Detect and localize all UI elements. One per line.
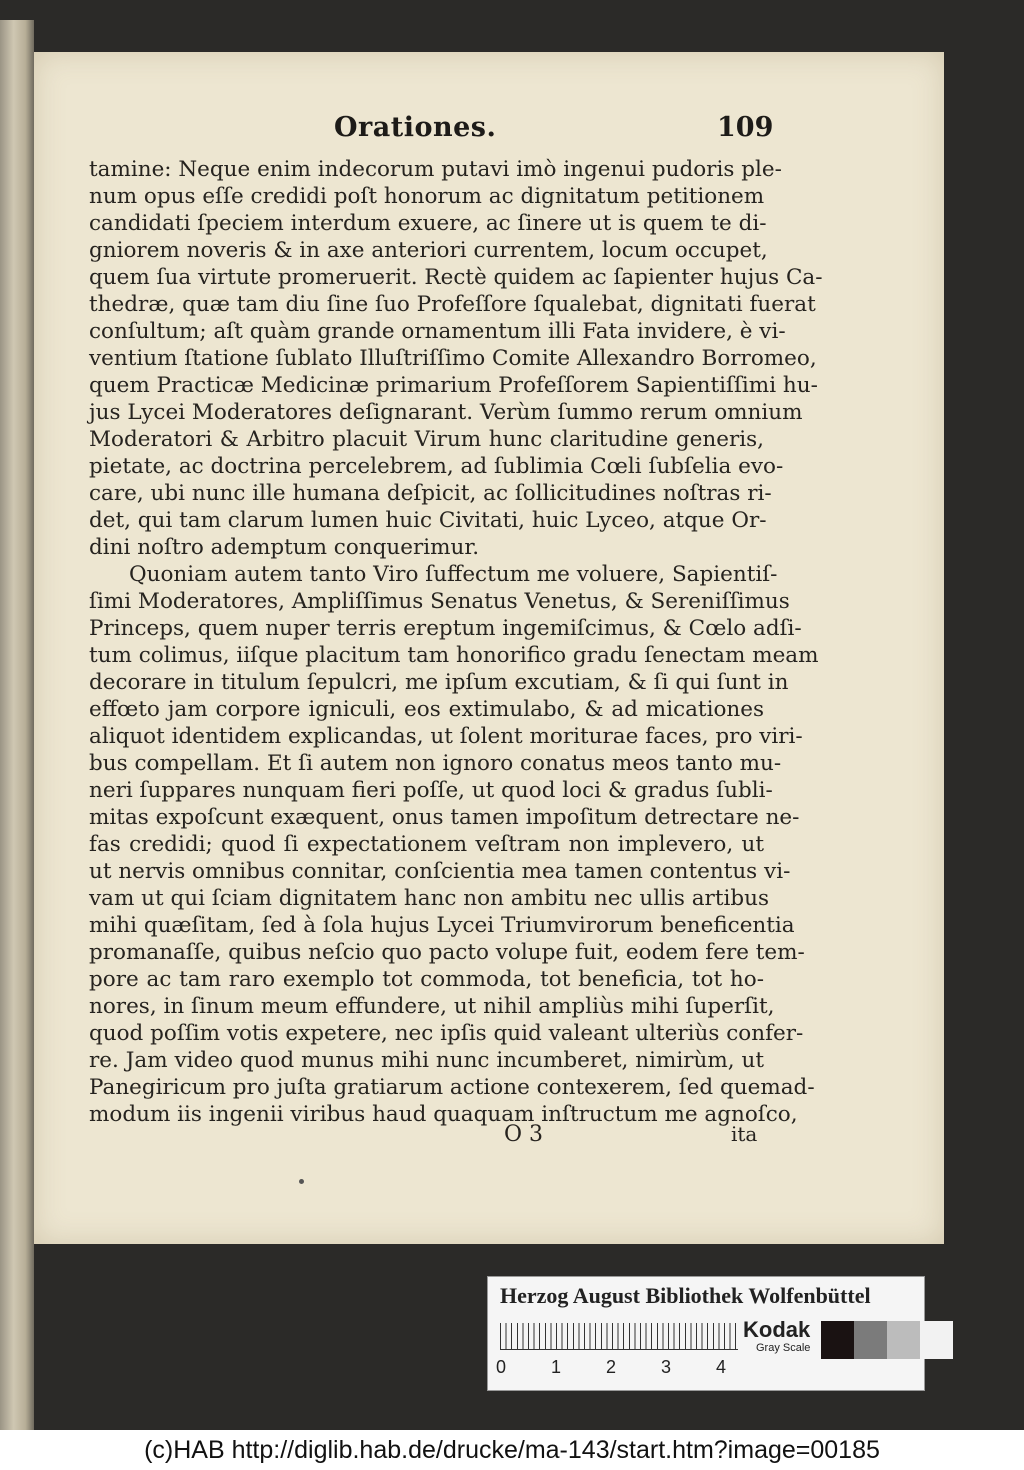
text-line: re. Jam video quod munus mihi nunc incumberet, nimirùm, ut <box>89 1048 764 1073</box>
text-line: thedræ, quæ tam diu ſine ſuo Profeſſore ſqualebat, dignitati fuerat <box>89 292 816 317</box>
ruler-number: 1 <box>551 1357 562 1377</box>
text-line: gniorem noveris & in axe anteriori currentem, locum occupet, <box>89 238 768 263</box>
ruler-number: 0 <box>496 1357 507 1377</box>
text-line: num opus eſſe credidi poſt honorum ac dignitatum petitionem <box>89 184 765 209</box>
text-line: pietate, ac doctrina percelebrem, ad ſublimia Cœli ſubſelia evo- <box>89 454 784 479</box>
running-title: Orationes. <box>334 112 497 143</box>
text-line: quod poſſim votis expetere, nec ipſis quid valeant ulteriùs confer- <box>89 1021 804 1046</box>
credit-line: (c)HAB http://diglib.hab.de/drucke/ma-143/start.htm?image=00185 <box>0 1430 1024 1470</box>
text-line: jus Lycei Moderatores deſignarant. Verùm ſummo rerum omnium <box>89 400 803 425</box>
text-line: quem ſua virtute promeruerit. Rectè quidem ac ſapienter hujus Ca- <box>89 265 823 290</box>
page-number: 109 <box>717 112 774 143</box>
book-edge <box>0 20 34 1430</box>
text-line: Panegiricum pro juſta gratiarum actione contexerem, ſed quemad- <box>89 1075 815 1100</box>
text-line: Moderatori & Arbitro placuit Virum hunc claritudine generis, <box>89 427 764 452</box>
ink-speck <box>299 1179 304 1184</box>
catchword: ita <box>731 1122 758 1146</box>
gray-swatch <box>821 1321 854 1359</box>
text-line: effœto jam corpore igniculi, eos extimulabo, & ad micationes <box>89 697 764 722</box>
gray-swatch <box>920 1321 953 1359</box>
gray-swatch <box>887 1321 920 1359</box>
text-line: care, ubi nunc ille humana deſpicit, ac ſollicitudines noſtras ri- <box>89 481 772 506</box>
text-line: tum colimus, iiſque placitum tam honorifico gradu ſenectam meam <box>89 643 819 668</box>
text-line: pore ac tam raro exemplo tot commoda, tot beneficia, tot ho- <box>89 967 764 992</box>
text-line: tamine: Neque enim indecorum putavi imò ingenui pudoris ple- <box>89 157 782 182</box>
kodak-logo: Kodak <box>743 1317 811 1342</box>
page-header <box>34 112 944 152</box>
text-line: vam ut qui ſciam dignitatem hanc non ambitu nec ullis artibus <box>89 886 769 911</box>
gray-scale-label: Gray Scale <box>756 1342 811 1354</box>
signature-mark: O 3 <box>504 1122 544 1147</box>
gray-swatch <box>854 1321 887 1359</box>
gray-swatches <box>821 1321 953 1359</box>
text-line: mihi quæſitam, ſed à ſola hujus Lycei Triumvirorum beneficentia <box>89 913 795 938</box>
ruler-number: 4 <box>716 1357 727 1377</box>
text-line: decorare in titulum ſepulcri, me ipſum excutiam, & ſi qui ſunt in <box>89 670 789 695</box>
text-line: bus compellam. Et ſi autem non ignoro conatus meos tanto mu- <box>89 751 782 776</box>
text-line: mitas expoſcunt exæquent, onus tamen impoſitum detrectare ne- <box>89 805 800 830</box>
text-line: quem Practicæ Medicinæ primarium Profeſſorem Sapientiſſimi hu- <box>89 373 818 398</box>
text-line: ventium ſtatione ſublato Illuſtriſſimo Comite Allexandro Borromeo, <box>89 346 817 371</box>
ruler-number: 3 <box>661 1357 672 1377</box>
text-line: nores, in ſinum meum effundere, ut nihil ampliùs mihi ſuperſit, <box>89 994 775 1019</box>
text-line: candidati ſpeciem interdum exuere, ac ſinere ut is quem te di- <box>89 211 767 236</box>
text-line: det, qui tam clarum lumen huic Civitati, huic Lyceo, atque Or- <box>89 508 767 533</box>
ruler-scale <box>500 1323 738 1350</box>
text-line: ſimi Moderatores, Ampliſſimus Senatus Venetus, & Sereniſſimus <box>89 589 790 614</box>
ruler-numbers <box>496 1357 746 1379</box>
text-line: modum iis ingenii viribus haud quaquam inſtructum me agnoſco, <box>89 1102 798 1127</box>
page-body-text <box>89 156 823 1128</box>
text-line: neri ſuppares nunquam fieri poſſe, ut quod loci & gradus ſubli- <box>89 778 773 803</box>
ruler-number: 2 <box>606 1357 617 1377</box>
text-line: aliquot identidem explicandas, ut ſolent moriturae faces, pro viri- <box>89 724 803 749</box>
library-name: Herzog August Bibliothek Wolfenbüttel <box>500 1283 871 1308</box>
book-page <box>34 52 944 1244</box>
text-line: dini noſtro ademptum conquerimur. <box>89 535 480 560</box>
text-line: conſultum; aſt quàm grande ornamentum illi Fata invidere, è vi- <box>89 319 786 344</box>
text-line: fas credidi; quod ſi expectationem veſtram non implevero, ut <box>89 832 764 857</box>
text-line: promanaſſe, quibus neſcio quo pacto volupe fuit, eodem fere tem- <box>89 940 805 965</box>
text-line: Quoniam autem tanto Viro ſuffectum me voluere, Sapientiſ- <box>129 562 778 587</box>
color-target-card <box>487 1276 925 1391</box>
text-line: Princeps, quem nuper terris ereptum ingemiſcimus, & Cœlo adſi- <box>89 616 802 641</box>
text-line: ut nervis omnibus connitar, conſcientia mea tamen contentus vi- <box>89 859 791 884</box>
page-footer <box>34 1122 944 1152</box>
